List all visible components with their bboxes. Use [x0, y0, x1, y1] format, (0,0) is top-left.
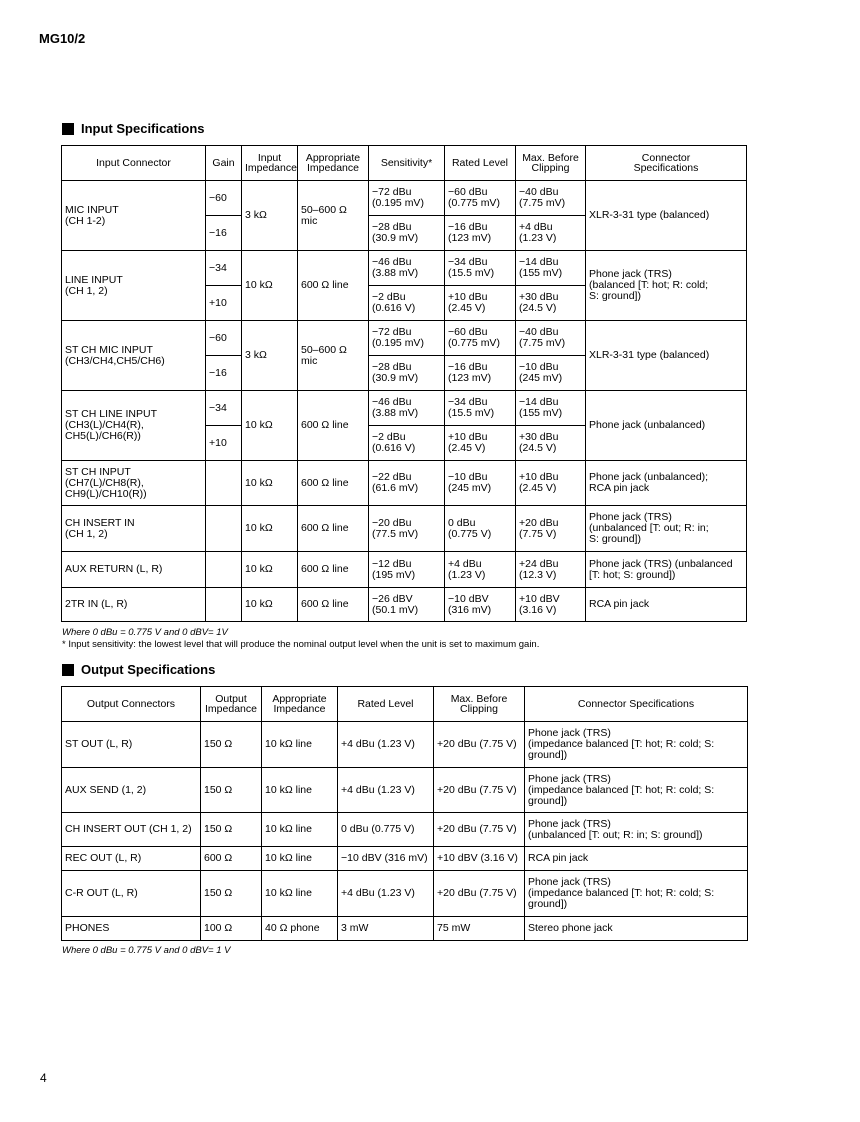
rated-level-cell: +4 dBu (1.23 V): [445, 552, 516, 588]
appropriate-impedance-cell: 50–600 Ω mic: [298, 181, 369, 251]
rated-level-cell: −16 dBu (123 mV): [445, 356, 516, 391]
output-connector-cell: CH INSERT OUT (CH 1, 2): [62, 813, 201, 847]
table-row: [62, 461, 747, 506]
column-header: Max. Before Clipping: [516, 146, 586, 181]
column-header: Input Connector: [62, 146, 206, 181]
rated-level-cell: +4 dBu (1.23 V): [338, 722, 434, 768]
connector-spec-cell: Phone jack (TRS) (impedance balanced [T: hot; R: cold; S: ground]): [525, 768, 748, 813]
input-note-units: Where 0 dBu = 0.775 V and 0 dBV= 1V: [62, 627, 228, 638]
sensitivity-cell: −12 dBu (195 mV): [369, 552, 445, 588]
input-impedance-cell: 10 kΩ: [242, 461, 298, 506]
max-before-clipping-cell: +20 dBu (7.75 V): [434, 768, 525, 813]
max-before-clipping-cell: +30 dBu (24.5 V): [516, 286, 586, 321]
input-specifications-heading: [62, 121, 205, 136]
sensitivity-cell: −20 dBu (77.5 mV): [369, 506, 445, 552]
appropriate-impedance-cell: 10 kΩ line: [262, 871, 338, 917]
input-specifications-title: Input Specifications: [81, 121, 205, 136]
sensitivity-cell: −28 dBu (30.9 mV): [369, 356, 445, 391]
sensitivity-cell: −22 dBu (61.6 mV): [369, 461, 445, 506]
connector-spec-cell: RCA pin jack: [525, 847, 748, 871]
input-impedance-cell: 3 kΩ: [242, 321, 298, 391]
connector-spec-cell: Phone jack (TRS) (unbalanced [T: hot; S: ground]): [586, 552, 747, 588]
table-row: [62, 917, 748, 941]
table-row: [62, 251, 747, 286]
table-row: [62, 506, 747, 552]
model-name: MG10/2: [39, 31, 86, 46]
output-impedance-cell: 100 Ω: [201, 917, 262, 941]
column-header: Rated Level: [445, 146, 516, 181]
rated-level-cell: −10 dBu (245 mV): [445, 461, 516, 506]
table-row: [62, 722, 748, 768]
table-row: [62, 181, 747, 216]
output-connector-cell: C-R OUT (L, R): [62, 871, 201, 917]
table-row: [62, 588, 747, 622]
connector-spec-cell: Phone jack (TRS) (impedance balanced [T: hot; R: cold; S: ground]): [525, 722, 748, 768]
max-before-clipping-cell: +10 dBV (3.16 V): [434, 847, 525, 871]
max-before-clipping-cell: +20 dBu (7.75 V): [434, 871, 525, 917]
column-header: Output Connectors: [62, 687, 201, 722]
max-before-clipping-cell: +10 dBV (3.16 V): [516, 588, 586, 622]
column-header: Gain: [206, 146, 242, 181]
appropriate-impedance-cell: 10 kΩ line: [262, 722, 338, 768]
appropriate-impedance-cell: 10 kΩ line: [262, 813, 338, 847]
rated-level-cell: −10 dBV (316 mV): [445, 588, 516, 622]
input-note-sensitivity: * Input sensitivity: the lowest level that will produce the nominal output level when the unit is set to maximum gain.: [62, 639, 540, 650]
output-specifications-table: [61, 686, 748, 941]
output-impedance-cell: 150 Ω: [201, 768, 262, 813]
output-impedance-cell: 150 Ω: [201, 722, 262, 768]
column-header: Sensitivity*: [369, 146, 445, 181]
gain-cell: −16: [206, 216, 242, 251]
rated-level-cell: −34 dBu (15.5 mV): [445, 391, 516, 426]
sensitivity-cell: −46 dBu (3.88 mV): [369, 251, 445, 286]
output-connector-cell: PHONES: [62, 917, 201, 941]
bullet-square-icon: [62, 123, 74, 135]
appropriate-impedance-cell: 40 Ω phone: [262, 917, 338, 941]
appropriate-impedance-cell: 10 kΩ line: [262, 847, 338, 871]
table-row: [62, 391, 747, 426]
column-header: Connector Specifications: [586, 146, 747, 181]
column-header: Appropriate Impedance: [298, 146, 369, 181]
bullet-square-icon: [62, 664, 74, 676]
input-connector-cell: 2TR IN (L, R): [62, 588, 206, 622]
gain-cell: −34: [206, 251, 242, 286]
rated-level-cell: +4 dBu (1.23 V): [338, 871, 434, 917]
sensitivity-cell: −2 dBu (0.616 V): [369, 286, 445, 321]
column-header: Output Impedance: [201, 687, 262, 722]
rated-level-cell: −10 dBV (316 mV): [338, 847, 434, 871]
max-before-clipping-cell: +20 dBu (7.75 V): [516, 506, 586, 552]
sensitivity-cell: −46 dBu (3.88 mV): [369, 391, 445, 426]
gain-cell: −60: [206, 181, 242, 216]
output-impedance-cell: 150 Ω: [201, 871, 262, 917]
rated-level-cell: +4 dBu (1.23 V): [338, 768, 434, 813]
max-before-clipping-cell: −10 dBu (245 mV): [516, 356, 586, 391]
max-before-clipping-cell: +4 dBu (1.23 V): [516, 216, 586, 251]
table-row: [62, 813, 748, 847]
gain-cell: −34: [206, 391, 242, 426]
input-connector-cell: LINE INPUT (CH 1, 2): [62, 251, 206, 321]
column-header: Input Impedance: [242, 146, 298, 181]
input-impedance-cell: 10 kΩ: [242, 588, 298, 622]
connector-spec-cell: Phone jack (TRS) (impedance balanced [T: hot; R: cold; S: ground]): [525, 871, 748, 917]
table-row: [62, 321, 747, 356]
max-before-clipping-cell: −14 dBu (155 mV): [516, 391, 586, 426]
output-connector-cell: ST OUT (L, R): [62, 722, 201, 768]
connector-spec-cell: RCA pin jack: [586, 588, 747, 622]
output-connector-cell: AUX SEND (1, 2): [62, 768, 201, 813]
rated-level-cell: −34 dBu (15.5 mV): [445, 251, 516, 286]
connector-spec-cell: XLR-3-31 type (balanced): [586, 321, 747, 391]
rated-level-cell: −60 dBu (0.775 mV): [445, 321, 516, 356]
max-before-clipping-cell: −14 dBu (155 mV): [516, 251, 586, 286]
appropriate-impedance-cell: 600 Ω line: [298, 506, 369, 552]
connector-spec-cell: Stereo phone jack: [525, 917, 748, 941]
output-impedance-cell: 150 Ω: [201, 813, 262, 847]
rated-level-cell: −16 dBu (123 mV): [445, 216, 516, 251]
output-note-units: Where 0 dBu = 0.775 V and 0 dBV= 1 V: [62, 945, 231, 956]
input-impedance-cell: 10 kΩ: [242, 391, 298, 461]
max-before-clipping-cell: +30 dBu (24.5 V): [516, 426, 586, 461]
page-number: 4: [40, 1071, 47, 1085]
input-connector-cell: MIC INPUT (CH 1-2): [62, 181, 206, 251]
sensitivity-cell: −2 dBu (0.616 V): [369, 426, 445, 461]
max-before-clipping-cell: −40 dBu (7.75 mV): [516, 321, 586, 356]
appropriate-impedance-cell: 50–600 Ω mic: [298, 321, 369, 391]
input-connector-cell: ST CH MIC INPUT (CH3/CH4,CH5/CH6): [62, 321, 206, 391]
output-impedance-cell: 600 Ω: [201, 847, 262, 871]
rated-level-cell: −60 dBu (0.775 mV): [445, 181, 516, 216]
output-specifications-heading: [62, 662, 215, 677]
connector-spec-cell: Phone jack (unbalanced); RCA pin jack: [586, 461, 747, 506]
gain-cell: [206, 552, 242, 588]
column-header: Connector Specifications: [525, 687, 748, 722]
rated-level-cell: +10 dBu (2.45 V): [445, 286, 516, 321]
connector-spec-cell: Phone jack (TRS) (unbalanced [T: out; R: in; S: ground]): [525, 813, 748, 847]
output-connector-cell: REC OUT (L, R): [62, 847, 201, 871]
appropriate-impedance-cell: 10 kΩ line: [262, 768, 338, 813]
gain-cell: −16: [206, 356, 242, 391]
appropriate-impedance-cell: 600 Ω line: [298, 552, 369, 588]
gain-cell: +10: [206, 286, 242, 321]
gain-cell: [206, 461, 242, 506]
table-row: [62, 847, 748, 871]
column-header: Max. Before Clipping: [434, 687, 525, 722]
gain-cell: +10: [206, 426, 242, 461]
rated-level-cell: 0 dBu (0.775 V): [338, 813, 434, 847]
column-header: Appropriate Impedance: [262, 687, 338, 722]
sensitivity-cell: −28 dBu (30.9 mV): [369, 216, 445, 251]
max-before-clipping-cell: +20 dBu (7.75 V): [434, 813, 525, 847]
appropriate-impedance-cell: 600 Ω line: [298, 461, 369, 506]
gain-cell: −60: [206, 321, 242, 356]
connector-spec-cell: Phone jack (TRS) (balanced [T: hot; R: cold; S: ground]): [586, 251, 747, 321]
sensitivity-cell: −26 dBV (50.1 mV): [369, 588, 445, 622]
rated-level-cell: 0 dBu (0.775 V): [445, 506, 516, 552]
appropriate-impedance-cell: 600 Ω line: [298, 391, 369, 461]
input-impedance-cell: 10 kΩ: [242, 552, 298, 588]
sensitivity-cell: −72 dBu (0.195 mV): [369, 181, 445, 216]
input-impedance-cell: 3 kΩ: [242, 181, 298, 251]
connector-spec-cell: Phone jack (TRS) (unbalanced [T: out; R: in; S: ground]): [586, 506, 747, 552]
table-row: [62, 871, 748, 917]
connector-spec-cell: XLR-3-31 type (balanced): [586, 181, 747, 251]
input-connector-cell: ST CH LINE INPUT (CH3(L)/CH4(R), CH5(L)/CH6(R)): [62, 391, 206, 461]
input-connector-cell: AUX RETURN (L, R): [62, 552, 206, 588]
rated-level-cell: +10 dBu (2.45 V): [445, 426, 516, 461]
table-row: [62, 552, 747, 588]
input-connector-cell: ST CH INPUT (CH7(L)/CH8(R), CH9(L)/CH10(R)): [62, 461, 206, 506]
gain-cell: [206, 506, 242, 552]
column-header: Rated Level: [338, 687, 434, 722]
max-before-clipping-cell: +10 dBu (2.45 V): [516, 461, 586, 506]
sensitivity-cell: −72 dBu (0.195 mV): [369, 321, 445, 356]
connector-spec-cell: Phone jack (unbalanced): [586, 391, 747, 461]
table-row: [62, 768, 748, 813]
input-impedance-cell: 10 kΩ: [242, 506, 298, 552]
output-specifications-title: Output Specifications: [81, 662, 216, 677]
gain-cell: [206, 588, 242, 622]
max-before-clipping-cell: +20 dBu (7.75 V): [434, 722, 525, 768]
max-before-clipping-cell: −40 dBu (7.75 mV): [516, 181, 586, 216]
max-before-clipping-cell: 75 mW: [434, 917, 525, 941]
input-connector-cell: CH INSERT IN (CH 1, 2): [62, 506, 206, 552]
input-specifications-table: [61, 145, 747, 622]
max-before-clipping-cell: +24 dBu (12.3 V): [516, 552, 586, 588]
rated-level-cell: 3 mW: [338, 917, 434, 941]
input-impedance-cell: 10 kΩ: [242, 251, 298, 321]
appropriate-impedance-cell: 600 Ω line: [298, 588, 369, 622]
appropriate-impedance-cell: 600 Ω line: [298, 251, 369, 321]
